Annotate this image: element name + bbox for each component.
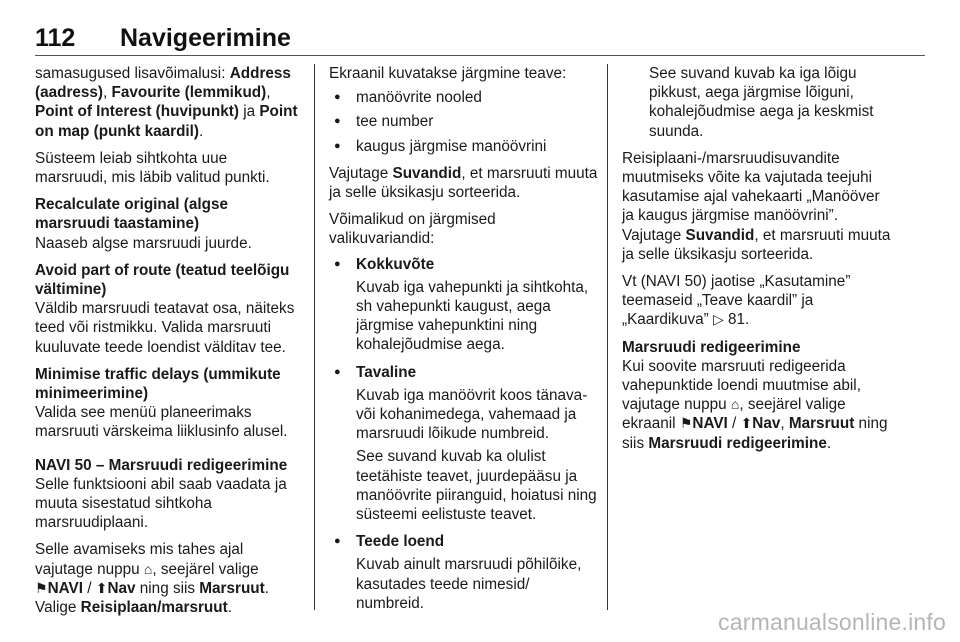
paragraph: Vajutage Suvandid, et marsruuti muuta ja selle üksikasju sorteerida.: [329, 164, 598, 202]
column-3: [622, 64, 894, 461]
section-title: Avoid part of route (teatud teelõigu vältimine): [35, 261, 290, 299]
option-text: See suvand kuvab ka olulist teetähiste teavet, juurdepääsu ja manöövrite piiranguid, hoiatusi ning süsteemi eelistuste teavet.: [356, 448, 597, 524]
section-title: Marsruudi redigeerimine: [622, 338, 801, 356]
paragraph: Ekraanil kuvatakse järgmine teave:: [329, 65, 567, 82]
option-title: ● Teede loend: [356, 533, 445, 551]
section-navi50: [35, 456, 303, 533]
section-text: Selle funktsiooni abil saab vaadata ja muuta sisestatud sihtkoha marsruudiplaani.: [35, 475, 287, 532]
section-text: Valida see menüü planeerimaks marsruuti värskeima liiklusinfo alusel.: [35, 404, 288, 441]
option-summary: [329, 255, 599, 355]
chapter-title: Navigeerimine: [120, 24, 291, 52]
option-text: Kuvab ainult marsruudi põhilõike, kasutades teede nimesid/ numbreid.: [356, 556, 582, 612]
option-normal: [329, 363, 599, 525]
header-rule: [35, 55, 925, 56]
option-text: Kuvab iga vahepunkti ja sihtkohta, sh vahepunkti kaugust, aega järgmise vahepunktini ning kohalejõudmise aega.: [356, 278, 589, 354]
option-text: Kuvab iga manöövrit koos tänava- või kohanimedega, vahemaad ja marsruudi lõikude numbreid.: [356, 386, 588, 443]
instruction-paragraph: Selle avamiseks mis tahes ajal vajutage nuppu ⌂, seejärel valige ⚑NAVI / ⬆Nav ning siis Marsruut. Valige Reisiplaan/marsruut.: [35, 541, 269, 617]
page-header: [35, 24, 925, 54]
option-title: ● Kokkuvõte: [356, 255, 435, 273]
section-traffic: [35, 365, 303, 442]
page-ref-icon: ▷: [712, 311, 724, 328]
paragraph: Süsteem leiab sihtkohta uue marsruudi, mis läbib valitud punkti.: [35, 149, 270, 187]
section-title: NAVI 50 – Marsruudi redigeerimine: [35, 456, 288, 474]
list-item: ● manöövrite nooled: [329, 88, 599, 107]
paragraph: Võimalikud on järgmised valikuvariandid:: [329, 211, 496, 248]
paragraph: Reisiplaani-/marsruudisuvandite muutmiseks võite ka vajutada teejuhi kasutamise ajal vahekaarti „Manööver ja kaugus järgmise manöövrini”. Vajutage Suvandid, et marsruuti muuta ja selle üksikasju sorteerida.: [622, 149, 891, 263]
flag-icon: ⚑: [679, 415, 693, 432]
home-icon: ⌂: [730, 396, 740, 413]
section-text: Väldib marsruudi teatavat osa, näiteks teed või ristmikku. Valida marsruuti kuuluvate teede loendist välditav tee.: [35, 300, 295, 356]
arrow-icon: ⬆: [740, 415, 753, 432]
column-1: [35, 64, 303, 625]
section-text: Naaseb algse marsruudi juurde.: [35, 234, 252, 252]
list-item: ● kaugus järgmise manöövrini: [329, 137, 599, 156]
page-number: 112: [35, 24, 76, 52]
option-road-list: [329, 532, 599, 613]
section-title: Minimise traffic delays (ummikute minimeerimine): [35, 365, 281, 403]
arrow-icon: ⬆: [95, 579, 108, 596]
list-item: ● tee number: [329, 112, 599, 131]
continued-text: See suvand kuvab ka iga lõigu pikkust, aega järgmise lõiguni, kohalejõudmise aega ja keskmist suunda.: [649, 65, 874, 140]
column-divider-2: [607, 64, 608, 610]
flag-icon: ⚑: [35, 579, 48, 596]
column-2: [329, 64, 599, 618]
home-icon: ⌂: [143, 560, 153, 577]
section-recalculate: [35, 195, 303, 253]
section-title: Recalculate original (algse marsruudi taastamine): [35, 196, 228, 233]
option-title: ● Tavaline: [356, 363, 417, 381]
section-avoid: [35, 261, 303, 357]
intro-paragraph: samasugused lisavõimalusi: Address (aadress), Favourite (lemmikud), Point of Interest (huvipunkt) ja Point on map (punkt kaardil).: [35, 65, 298, 140]
column-divider-1: [314, 64, 315, 610]
watermark: carmanualsonline.info: [718, 609, 946, 635]
section-route-edit: [622, 338, 894, 453]
paragraph: Vt (NAVI 50) jaotise „Kasutamine” teemaseid „Teave kaardil” ja „Kaardikuva” ▷ 81.: [622, 273, 851, 329]
section-text: Kui soovite marsruuti redigeerida vahepunktide loendi muutmise abil, vajutage nuppu ⌂, seejärel valige ekraanil ⚑NAVI / ⬆Nav, Marsruut ning siis Marsruudi redigeerimine.: [622, 357, 888, 452]
